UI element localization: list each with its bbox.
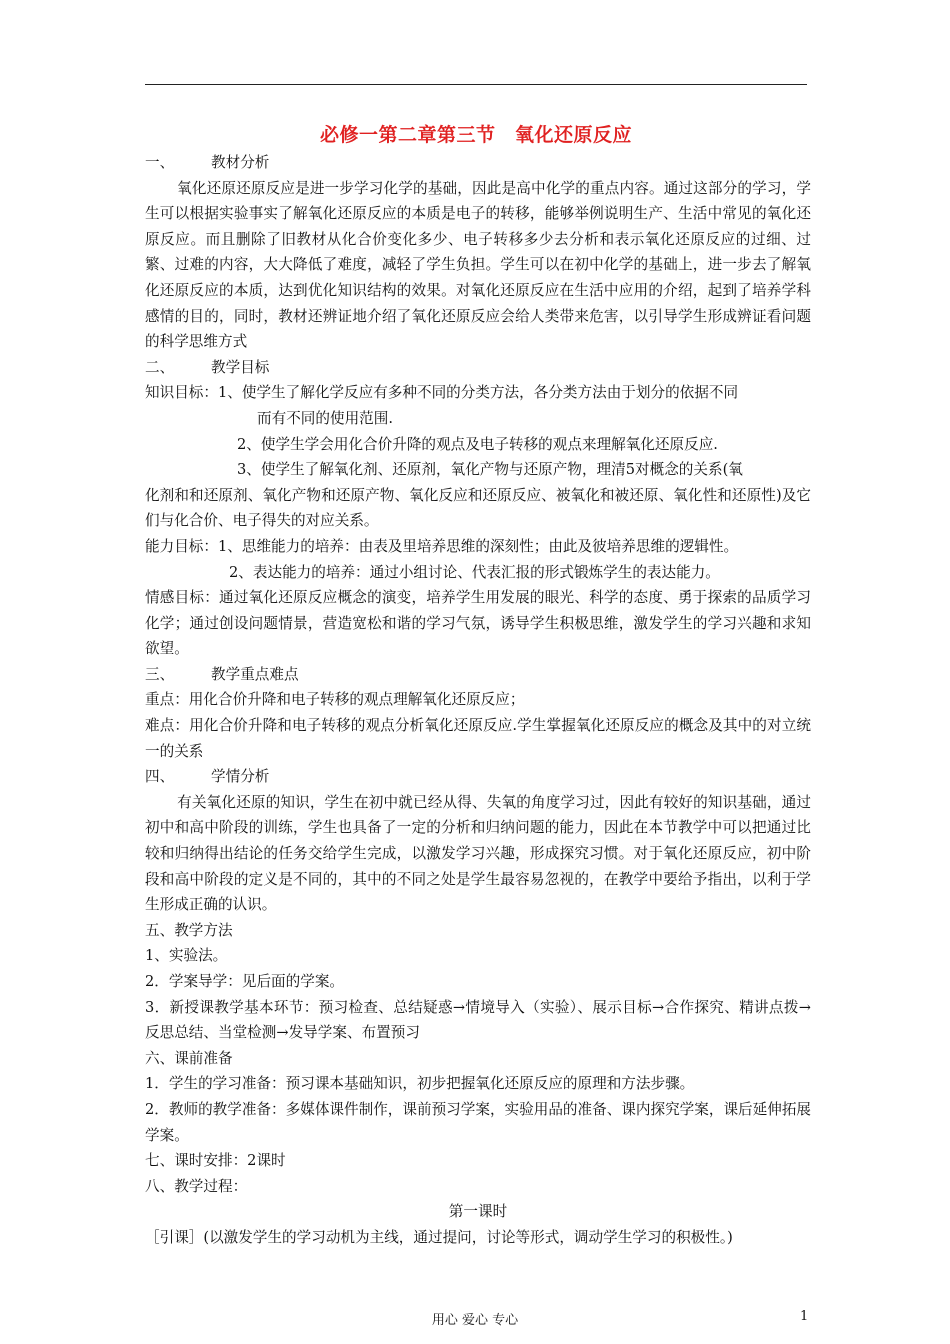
method-3: 3．新授课教学基本环节：预习检查、总结疑惑→情境导入（实验）、展示目标→合作探究、精讲点拨→反思总结、当堂检测→发导学案、布置预习 (145, 998, 811, 1042)
ability-goal-2: 2、表达能力的培养：通过小组讨论、代表汇报的形式锻炼学生的表达能力。 (229, 563, 720, 581)
knowledge-goal-3: 3、使学生了解氧化剂、还原剂，氧化产物与还原产物，理清5对概念的关系(氧 (237, 461, 743, 479)
ability-goal-1: 能力目标：1、思维能力的培养：由表及里培养思维的深刻性；由此及彼培养思维的逻辑性。 (145, 537, 739, 555)
section-heading-7: 七、课时安排：2课时 (145, 1152, 286, 1170)
document-body (145, 150, 811, 1251)
footer-motto: 用心 爱心 专心 (431, 1313, 519, 1328)
key-point: 重点：用化合价升降和电子转移的观点理解氧化还原反应； (145, 691, 525, 709)
lesson-title: 第一课时 (448, 1203, 508, 1221)
prep-2: 2．教师的教学准备：多媒体课件制作，课前预习学案，实验用品的准备、课内探究学案，课后延伸拓展学案。 (145, 1100, 812, 1144)
knowledge-goal-1-cont: 而有不同的使用范围. (257, 409, 393, 427)
difficulty: 难点：用化合价升降和电子转移的观点分析氧化还原反应.学生掌握氧化还原反应的概念及其中的对立统一的关系 (145, 717, 811, 760)
section-heading-1: 一、 教材分析 (145, 154, 270, 171)
knowledge-goal-3-cont: 化剂和和还原剂、氧化产物和还原产物、氧化反应和还原反应、被氧化和被还原、氧化性和还原性)及它们与化合价、电子得失的对应关系。 (145, 486, 811, 530)
knowledge-goal-2: 2、使学生学会用化合价升降的观点及电子转移的观点来理解氧化还原反应. (237, 435, 718, 453)
intro-text: ［引课］(以激发学生的学习动机为主线，通过提问，讨论等形式，调动学生学习的积极性。) (145, 1228, 733, 1246)
page-number: 1 (800, 1309, 809, 1324)
section-heading-5: 五、教学方法 (145, 921, 233, 939)
section-4-body: 有关氧化还原的知识，学生在初中就已经从得、失氧的角度学习过，因此有较好的知识基础，通过初中和高中阶段的训练，学生也具备了一定的分析和归纳问题的能力，因此在本节教学中可以把通过比较和归纳得出结论的任务交给学生完成，以激发学习兴趣，形成探究习惯。对于氧化还原反应，初中阶段和高中阶段的定义是不同的，其中的不同之处是学生最容易忽视的，在教学中要给予指出，以利于学生形成正确的认识。 (145, 793, 811, 914)
prep-1: 1．学生的学习准备：预习课本基础知识，初步把握氧化还原反应的原理和方法步骤。 (145, 1075, 695, 1093)
section-heading-3: 三、 教学重点难点 (145, 665, 299, 683)
section-heading-6: 六、课前准备 (145, 1049, 233, 1067)
method-1: 1、实验法。 (145, 947, 228, 965)
section-heading-2: 二、 教学目标 (145, 358, 270, 376)
knowledge-goal-1: 知识目标：1、使学生了解化学反应有多种不同的分类方法，各分类方法由于划分的依据不同 (145, 384, 739, 402)
method-2: 2．学案导学：见后面的学案。 (145, 973, 345, 990)
section-heading-4: 四、 学情分析 (145, 768, 270, 786)
section-1-body: 氧化还原还原反应是进一步学习化学的基础，因此是高中化学的重点内容。通过这部分的学习，学生可以根据实验事实了解氧化还原反应的本质是电子的转移，能够举例说明生产、生活中常见的氧化还原反应。而且删除了旧教材从化合价变化多少、电子转移多少去分析和表示氧化还原反应的过细、过繁、过难的内容，大大降低了难度，减轻了学生负担。学生可以在初中化学的基础上，进一步去了解氧化还原反应的本质，达到优化知识结构的效果。对氧化还原反应在生活中应用的介绍，起到了培养学科感情的目的，同时，教材还辨证地介绍了氧化还原反应会给人类带来危害，以引导学生形成辨证看问题的科学思维方式 (145, 179, 811, 351)
header-rule (145, 84, 807, 85)
emotion-goal: 情感目标：通过氧化还原反应概念的演变，培养学生用发展的眼光、科学的态度、勇于探索的品质学习化学；通过创设问题情景，营造宽松和谐的学习气氛，诱导学生积极思维，激发学生的学习兴趣和求知欲望。 (145, 589, 811, 658)
document-title: 必修一第二章第三节 氧化还原反应 (319, 124, 632, 146)
section-heading-8: 八、教学过程： (145, 1177, 248, 1195)
